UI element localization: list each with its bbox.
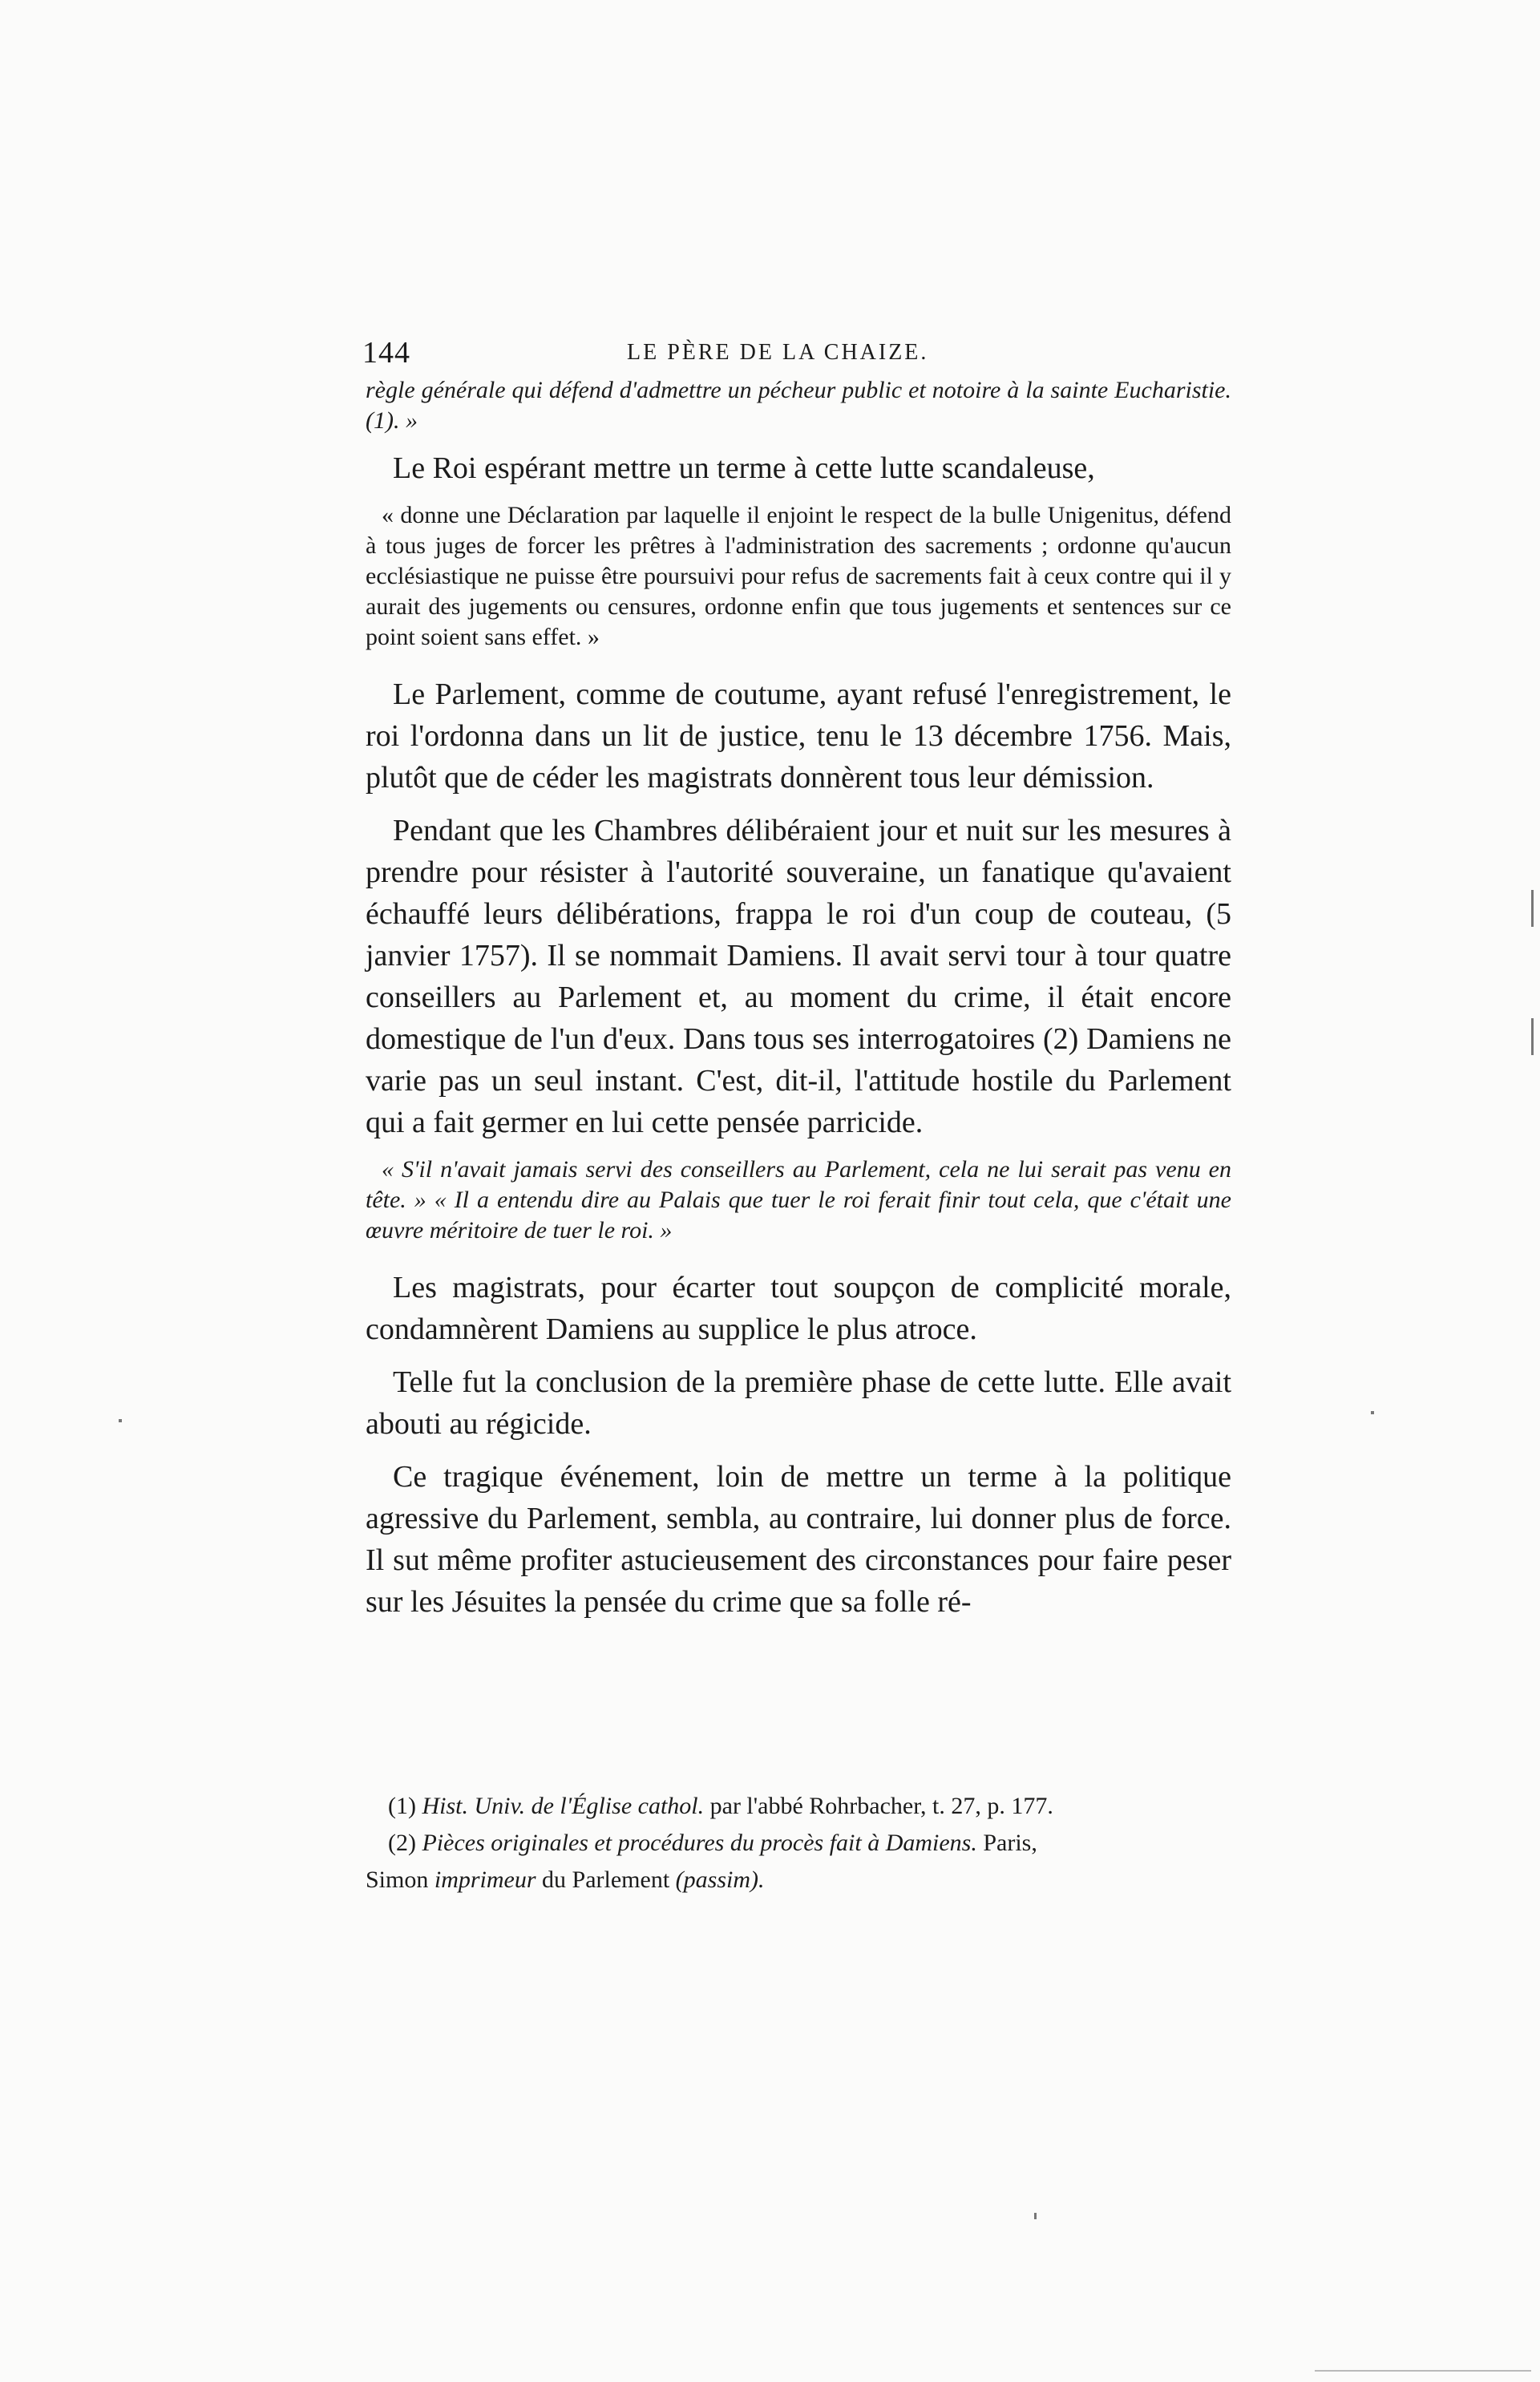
scan-speck (1315, 2370, 1531, 2372)
footnote-1-title: Hist. Univ. de l'Église cathol. (422, 1793, 705, 1819)
scan-speck (1034, 2213, 1037, 2219)
footnote-2-cont-a: Simon (366, 1866, 429, 1893)
quotation-1: « donne une Déclaration par laquelle il enjoint le respect de la bulle Unigenitus, défend à tous juges de forcer les prêtres à l'administration des sacrements ; ordonne qu'aucun ecclésiastique ne puisse être poursuivi pour refus de sacrements fait à ceux contre qui il y aurait des jugements ou censures, ordonne enfin que tous jugements et sentences sur ce point soient sans effet. » (366, 502, 1231, 650)
footnote-1-rest: par l'abbé Rohrbacher, t. 27, p. 177. (709, 1793, 1053, 1819)
paragraph-3: Pendant que les Chambres délibéraient jour et nuit sur les mesures à prendre pour résister à l'autorité souveraine, un fanatique qu'avaient échauffé leurs délibérations, frappa le roi d'un coup de couteau, (5 janvier 1757). Il se nommait Damiens. Il avait servi tour à tour quatre conseillers au Parlement et, au moment du crime, il était encore domestique de l'un d'eux. Dans tous ses interrogatoires (2) Damiens ne varie pas un seul instant. C'est, dit-il, l'attitude hostile du Parlement qui a fait germer en lui cette pensée parricide. (366, 814, 1231, 1139)
footnote-1 (388, 1788, 1254, 1825)
paragraph-5: Telle fut la conclusion de la première phase de cette lutte. Elle avait abouti au régicide. (366, 1365, 1231, 1441)
running-title: LE PÈRE DE LA CHAIZE. (627, 340, 929, 365)
footnote-2-cont-c: du Parlement (542, 1866, 670, 1893)
footnote-2-rest: Paris, (983, 1830, 1037, 1856)
scan-speck (119, 1419, 122, 1422)
footnote-2-cont-b: imprimeur (434, 1866, 536, 1893)
footnotes (366, 1788, 1254, 1899)
footnote-2-mark: (2) (388, 1830, 416, 1856)
scan-speck (1531, 1018, 1534, 1055)
page-number: 144 (362, 336, 410, 370)
page-header (362, 335, 1236, 374)
continuation-text: règle générale qui défend d'admettre un pécheur public et notoire à la sainte Eucharistie. (1). » (366, 377, 1231, 434)
paragraph-2: Le Parlement, comme de coutume, ayant refusé l'enregistrement, le roi l'ordonna dans un lit de justice, tenu le 13 décembre 1756. Mais, plutôt que de céder les magistrats donnèrent tous leur démission. (366, 677, 1231, 795)
paragraph-6: Ce tragique événement, loin de mettre un terme à la politique agressive du Parlement, sembla, au contraire, lui donner plus de force. Il sut même profiter astucieusement des circonstances pour faire peser sur les Jésuites la pensée du crime que sa folle ré- (366, 1460, 1231, 1619)
quotation-2: « S'il n'avait jamais servi des conseillers au Parlement, cela ne lui serait pas venu en tête. » « Il a entendu dire au Palais que tuer le roi ferait finir tout cela, que c'était une œuvre méritoire de tuer le roi. » (366, 1156, 1231, 1244)
footnote-2 (388, 1825, 1254, 1862)
footnote-1-mark: (1) (388, 1793, 416, 1819)
footnote-2-cont-d: (passim). (675, 1866, 765, 1893)
paragraph-1: Le Roi espérant mettre un terme à cette lutte scandaleuse, (393, 451, 1095, 485)
paragraph-4: Les magistrats, pour écarter tout soupçon de complicité morale, condamnèrent Damiens au supplice le plus atroce. (366, 1271, 1231, 1346)
footnote-2-title: Pièces originales et procédures du procès fait à Damiens. (422, 1830, 977, 1856)
scan-speck (1371, 1411, 1374, 1414)
footnote-2-continuation (366, 1862, 1254, 1899)
body-text (366, 375, 1231, 1623)
scan-speck (1531, 890, 1534, 927)
